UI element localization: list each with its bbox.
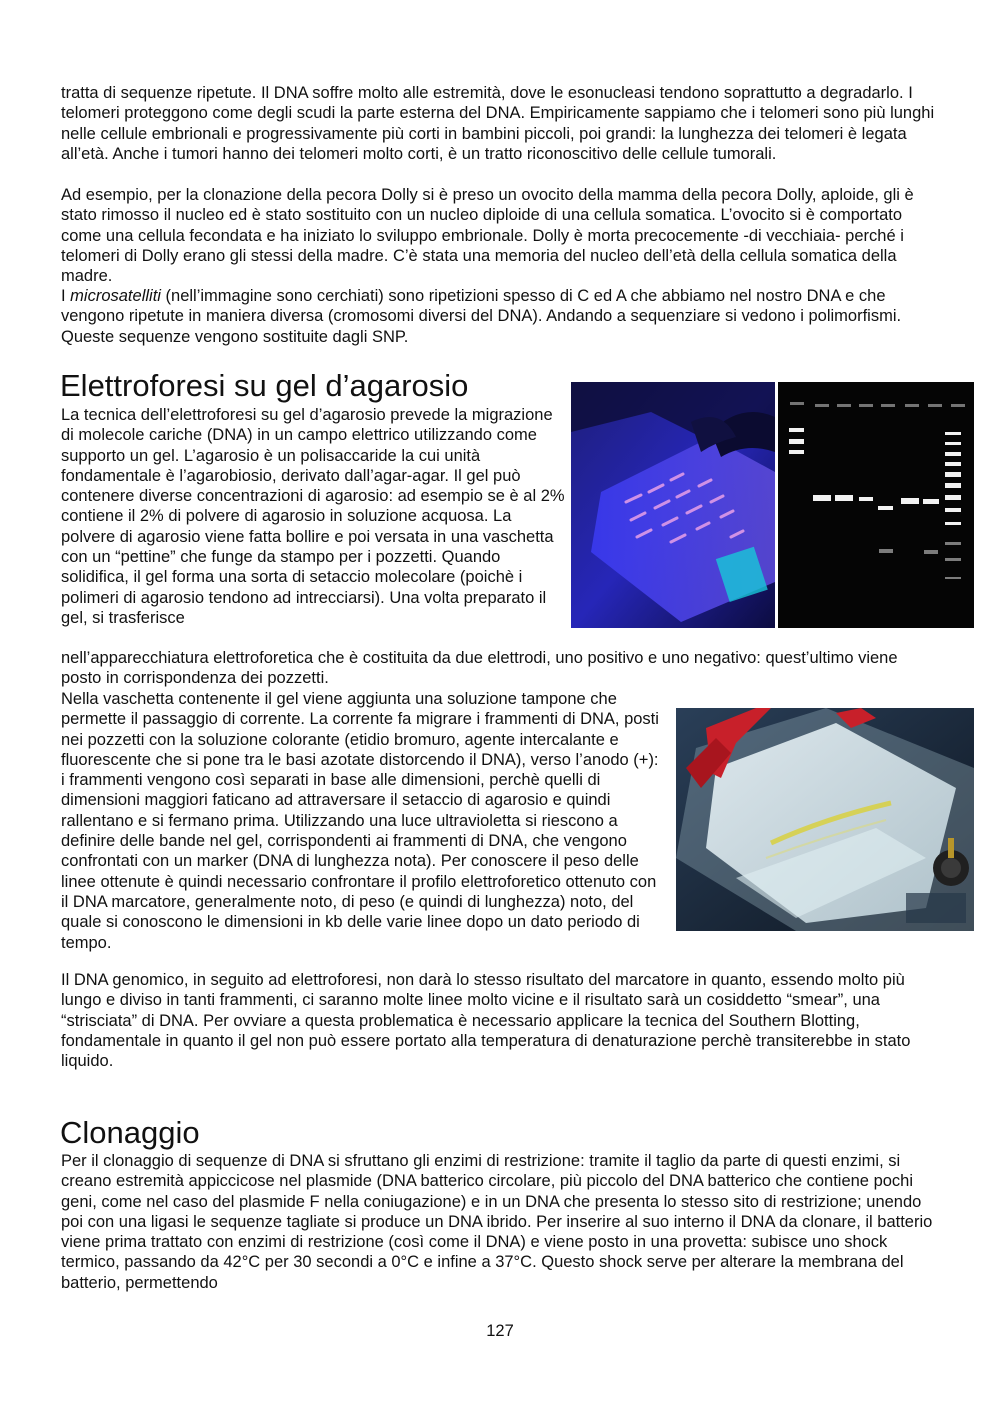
microsatelliti-prefix: I [61, 287, 71, 305]
section-title-clonaggio: Clonaggio [60, 1115, 200, 1150]
microsatelliti-term: microsatelliti [70, 287, 161, 305]
gel-electrophoresis-figure [571, 382, 974, 628]
elettroforesi-paragraph-1-continued: nell’apparecchiatura elettroforetica che è costituita da due elettrodi, uno positivo e uno negativo: quest’ultimo viene posto in corrispondenza dei pozzetti. [61, 649, 898, 688]
intro-paragraph-telomeri: tratta di sequenze ripetute. Il DNA soffre molto alle estremità, dove le esonucleasi tendono soprattutto a degradarlo. I telomeri proteggono come degli scudi la parte esterna del DNA. Empiricamente sappiamo che i telomeri sono più lunghi nelle cellule embrionali e progressivamente più corti in bambini piccoli, poi grandi: la lunghezza dei telomeri è legata all’età. Anche i tumori hanno dei telomeri molto corti, è un tratto riconoscitivo delle cellule tumorali. [61, 84, 935, 163]
gel-photo-illustration [571, 382, 974, 628]
microsatelliti-text: (nell’immagine sono cerchiati) sono ripetizioni spesso di C ed A che abbiamo nel nostro DNA e che vengono ripetute in maniera diversa (cromosomi diversi del DNA). Andando a sequenziare si vedono i polimorfismi. Queste sequenze vengono sostituite dagli SNP. [61, 287, 902, 346]
page-number: 127 [486, 1322, 514, 1340]
electrophoresis-tray-illustration [676, 708, 974, 931]
section-title-elettroforesi: Elettroforesi su gel d’agarosio [60, 368, 469, 403]
elettroforesi-paragraph-1: La tecnica dell’elettroforesi su gel d’agarosio prevede la migrazione di molecole cariche (DNA) in un campo elettrico utilizzando come supporto un gel. L’agarosio è un polisaccaride la cui unità fondamentale è l’agarobiosio, derivato dall’agar-agar. Il gel può contenere diverse concentrazioni di agarosio: ad esempio se è al 2% contiene il 2% di polvere di agarosio in soluzione acquosa. La polvere di agarosio viene fatta bollire e poi versata in una vaschetta con un “pettine” che funge da stampo per i pozzetti. Quando solidifica, il gel forma una sorta di setaccio molecolare (poichè i polimeri di agarosio tendono ad intrecciarsi). Una volta preparato il gel, si trasferisce [61, 406, 565, 627]
intro-paragraph-microsatelliti [61, 286, 941, 347]
elettroforesi-paragraph-2: Nella vaschetta contenente il gel viene aggiunta una soluzione tampone che permette il passaggio di corrente. La corrente fa migrare i frammenti di DNA, posti nei pozzetti con la soluzione colorante (etidio bromuro, agente intercalante e fluorescente che si pone tra le basi azotate distorcendo il DNA), verso l’anodo (+): i frammenti vengono così separati in base alle dimensioni, perchè quelli di dimensioni maggiori faticano ad attraversare il setaccio di agarosio e quindi rallentano e si fermano prima. Utilizzando una luce ultravioletta si riescono a definire delle bande nel gel, corrispondenti ai frammenti di DNA, che vengono confrontati con un marker (DNA di lunghezza nota). Per conoscere il peso delle linee ottenute è quindi necessario confrontare il profilo elettroforetico ottenuto con il DNA marcatore, generalmente noto, di peso (e quindi di lunghezza) noto, del quale si conoscono le dimensioni in kb delle varie linee dopo un dato periodo di tempo. [61, 690, 659, 952]
intro-paragraph-dolly: Ad esempio, per la clonazione della pecora Dolly si è preso un ovocito della mamma della pecora Dolly, aploide, gli è stato rimosso il nucleo ed è stato sostituito con un nucleo diploide di una cellula somatica. L’ovocito si è comportato come una cellula fecondata e ha iniziato lo sviluppo embrionale. Dolly è morta precocemente -di vecchiaia- perché i telomeri di Dolly erano gli stessi della madre. C’è stata una memoria del nucleo dell’età della cellula somatica della madre. [61, 186, 914, 286]
electrophoresis-tray-figure [676, 708, 974, 931]
clonaggio-paragraph-1: Per il clonaggio di sequenze di DNA si sfruttano gli enzimi di restrizione: tramite il taglio da parte di questi enzimi, si creano estremità appiccicose nel plasmide (DNA batterico circolare, più piccolo del DNA batterico che contiene pochi geni, come nel caso del plasmide F nella coniugazione) e in un DNA che presenta lo stesso sito di restrizione; unendo poi con una ligasi le sequenze tagliate si produce un DNA ibrido. Per inserire al suo interno il DNA da clonare, il batterio viene prima trattato con enzimi di restrizione (così come il DNA) e viene posto in una provetta: subisce uno shock termico, passando da 42°C per 30 secondi a 0°C e infine a 37°C. Questo shock serve per alterare la membrana del batterio, permettendo [61, 1152, 933, 1292]
elettroforesi-paragraph-3: Il DNA genomico, in seguito ad elettroforesi, non darà lo stesso risultato del marcatore in quanto, essendo molto più lungo e diviso in tanti frammenti, ci saranno molte linee molto vicine e il risultato sarà un cosiddetto “smear”, una “strisciata” di DNA. Per ovviare a questa problematica è necessario applicare la tecnica del Southern Blotting, fondamentale in quanto il gel non può essere portato alla temperatura di denaturazione perchè transiterebbe in stato liquido. [61, 971, 911, 1071]
